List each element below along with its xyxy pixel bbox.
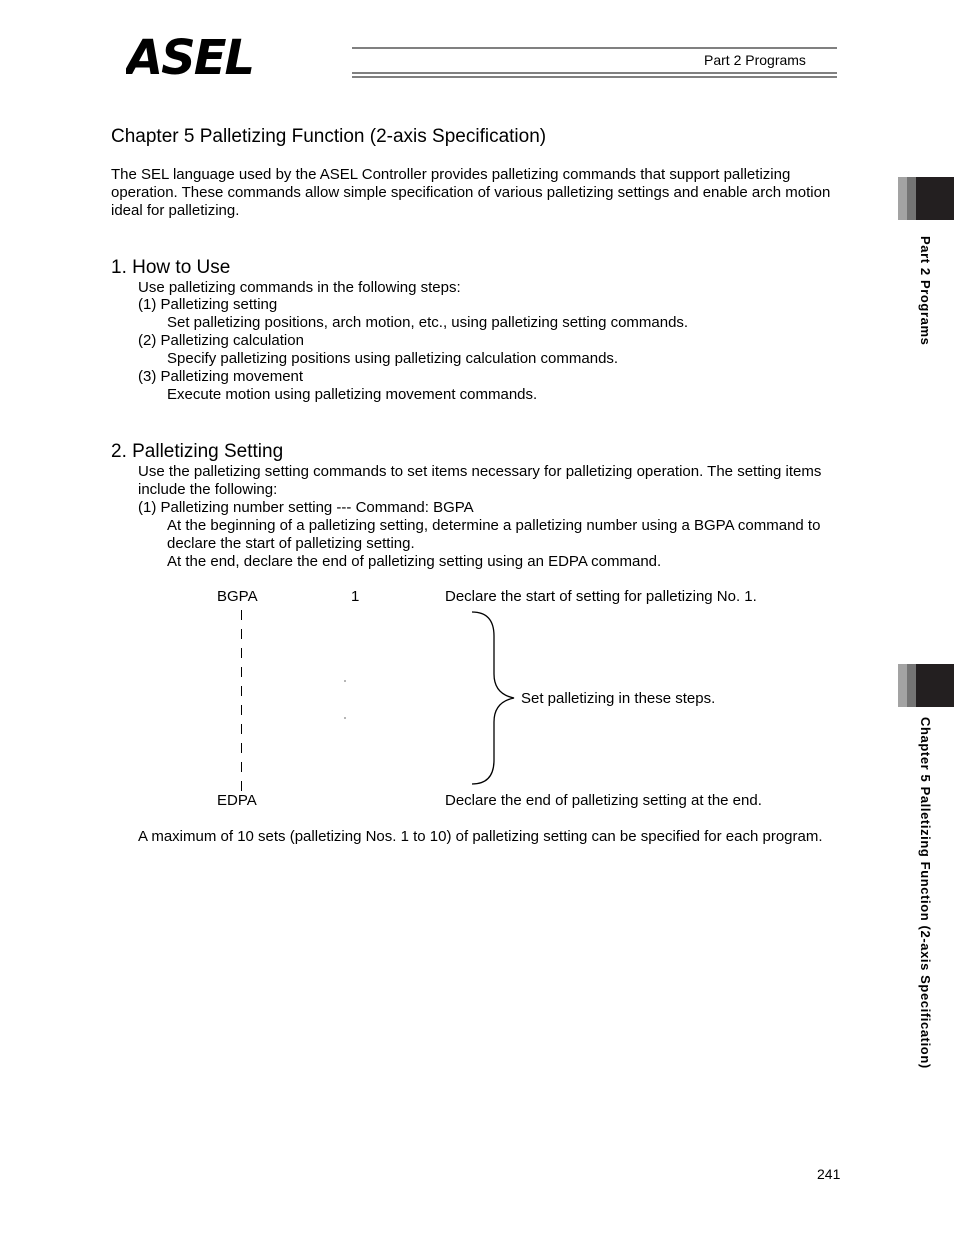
section1-lead: Use palletizing commands in the following steps: — [138, 279, 461, 296]
step-desc: Execute motion using palletizing movement commands. — [167, 386, 538, 403]
item-label: (1) Palletizing number setting --- Command: BGPA — [138, 499, 474, 516]
side-tab-chapter — [898, 664, 954, 707]
chapter-title: Chapter 5 Palletizing Function (2-axis Specification) — [111, 126, 547, 147]
step-label: (3) Palletizing movement — [138, 368, 304, 385]
step-desc: Set palletizing positions, arch motion, etc., using palletizing setting commands. — [167, 314, 689, 331]
code-end-command: EDPA — [217, 792, 257, 809]
code-end-comment: Declare the end of palletizing setting at the end. — [445, 792, 762, 809]
side-tab-part — [898, 177, 954, 220]
step-label: (1) Palletizing setting — [138, 296, 278, 313]
asel-logo — [126, 34, 352, 80]
intro-paragraph: The SEL language used by the ASEL Controller provides palletizing commands that support palletizing operation. These commands allow simple specification of various palletizing settings and enable arch motion ideal for palletizing. — [111, 166, 831, 219]
page-number: 241 — [817, 1166, 841, 1182]
code-start-operand: 1 — [351, 588, 360, 605]
item-desc: At the end, declare the end of palletizing setting using an EDPA command. — [167, 553, 662, 570]
logo-text: ASEL — [126, 34, 254, 80]
right-curly-brace — [472, 612, 514, 784]
header-section-label: Part 2 Programs — [704, 52, 806, 68]
side-label-part: Part 2 Programs — [918, 236, 933, 346]
section-heading-how-to-use: 1. How to Use — [111, 257, 231, 278]
code-start-comment: Declare the start of setting for palletizing No. 1. — [445, 588, 757, 605]
step-label: (2) Palletizing calculation — [138, 332, 304, 349]
side-label-chapter: Chapter 5 Palletizing Function (2-axis Specification) — [918, 717, 933, 1069]
section-heading-palletizing-setting: 2. Palletizing Setting — [111, 441, 284, 462]
step-desc: Specify palletizing positions using palletizing calculation commands. — [167, 350, 619, 367]
code-start-command: BGPA — [217, 588, 258, 605]
item-desc: At the beginning of a palletizing setting, determine a palletizing number using a BGPA command to declare the start of palletizing setting. — [167, 517, 821, 552]
section2-lead: Use the palletizing setting commands to set items necessary for palletizing operation. The setting items include the following: — [138, 463, 822, 498]
steps-bracket-diagram — [230, 606, 530, 802]
bracket-note: Set palletizing in these steps. — [521, 690, 716, 707]
section2-footnote: A maximum of 10 sets (palletizing Nos. 1 to 10) of palletizing setting can be specified for each program. — [138, 828, 823, 845]
